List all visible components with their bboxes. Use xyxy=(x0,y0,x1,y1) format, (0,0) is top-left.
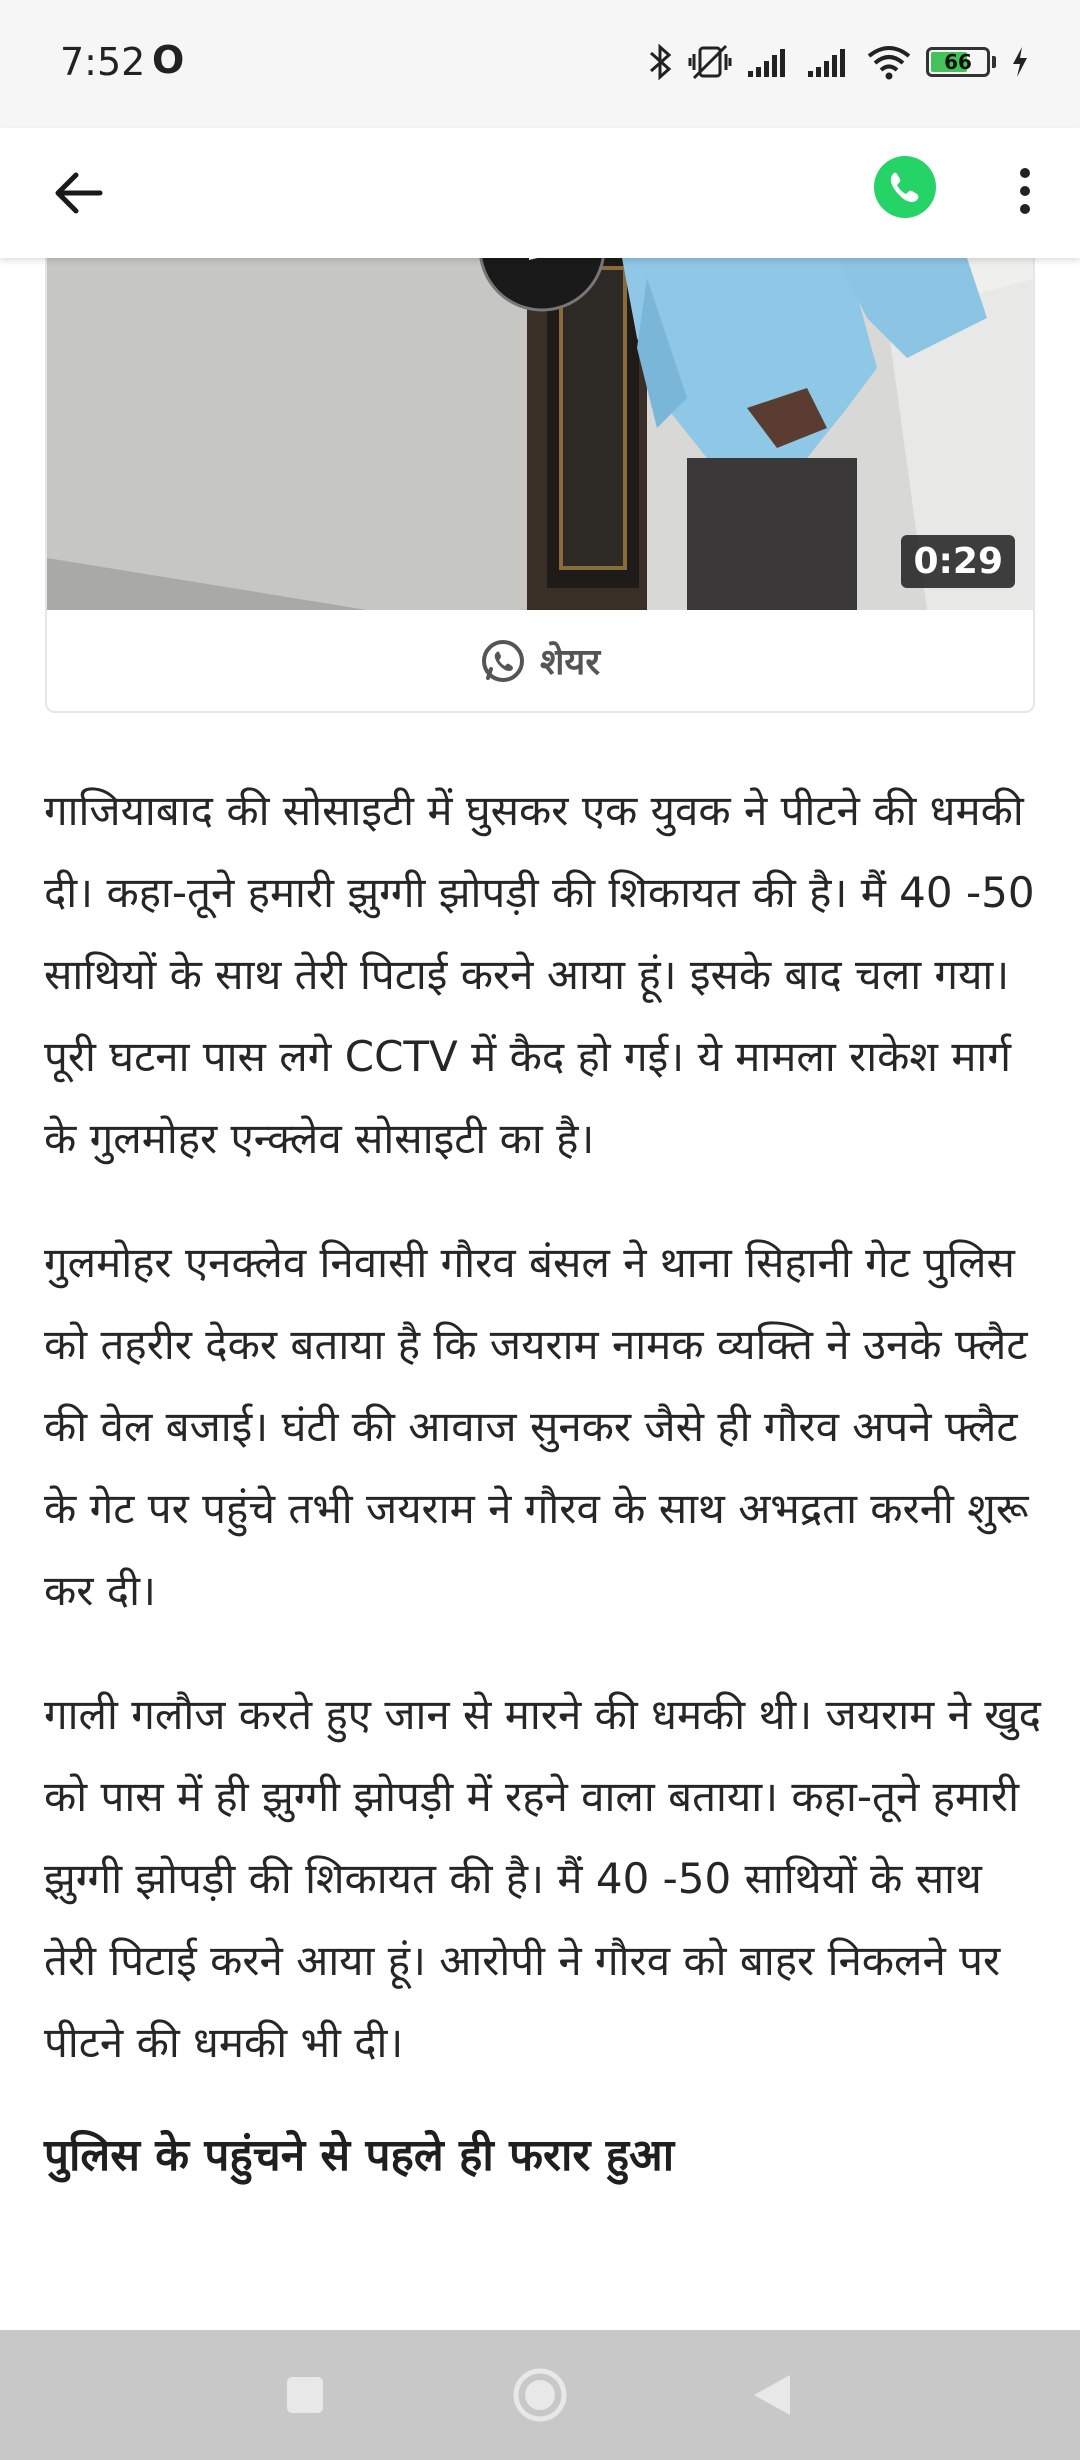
whatsapp-outline-icon xyxy=(480,638,526,684)
status-time: 7:52 xyxy=(60,40,146,84)
home-button[interactable] xyxy=(510,2365,570,2425)
whatsapp-share-button[interactable] xyxy=(872,154,938,220)
whatsapp-icon xyxy=(872,154,938,220)
share-label: शेयर xyxy=(539,642,601,683)
recents-button[interactable] xyxy=(275,2365,335,2425)
article-paragraph: गाली गलौज करते हुए जान से मारने की धमकी थी। जयराम ने खुद को पास में ही झुग्गी झोपड़ी में रहने वाला बताया। कहा-तूने हमारी झुग्गी झोपड़ी की शिकायत की है। मैं 40 -50 साथियों के साथ तेरी पिटाई करने आया हूं। आरोपी ने गौरव को बाहर निकलने पर पीटने की धमकी भी दी। xyxy=(44,1690,1041,2067)
battery-level: 66 xyxy=(944,50,972,74)
notification-glyph: O xyxy=(152,38,185,82)
status-icons xyxy=(648,42,1030,82)
article-body xyxy=(44,770,1044,2186)
cctv-scene-image xyxy=(47,258,1033,610)
home-circle-icon xyxy=(512,2367,568,2423)
app-bar xyxy=(0,128,1080,258)
recents-square-icon xyxy=(285,2375,325,2415)
share-button[interactable] xyxy=(47,610,1033,711)
battery-icon xyxy=(926,47,996,77)
video-card xyxy=(45,258,1035,713)
bluetooth-icon xyxy=(648,42,674,82)
back-triangle-icon xyxy=(752,2373,792,2417)
status-bar xyxy=(0,0,1080,128)
article-subheading: पुलिस के पहुंचने से पहले ही फरार हुआ xyxy=(44,2130,675,2181)
system-nav-bar xyxy=(0,2330,1080,2460)
back-nav-button[interactable] xyxy=(742,2365,802,2425)
charging-icon xyxy=(1010,45,1030,79)
video-duration: 0:29 xyxy=(901,535,1015,588)
back-button[interactable] xyxy=(46,160,112,226)
signal-icon xyxy=(806,45,852,79)
article-paragraph: गुलमोहर एनक्लेव निवासी गौरव बंसल ने थाना सिहानी गेट पुलिस को तहरीर देकर बताया है कि जयराम नामक व्यक्ति ने उनके फ्लैट की वेल बजाई। घंटी की आवाज सुनकर जैसे ही गौरव अपने फ्लैट के गेट पर पहुंचे तभी जयराम ने गौरव के साथ अभद्रता करनी शुरू कर दी। xyxy=(44,1238,1029,1615)
more-options-button[interactable] xyxy=(1000,156,1050,226)
arrow-left-icon xyxy=(54,171,104,215)
more-vertical-icon xyxy=(1018,166,1032,216)
signal-icon xyxy=(746,45,792,79)
article-paragraph: गाजियाबाद की सोसाइटी में घुसकर एक युवक ने पीटने की धमकी दी। कहा-तूने हमारी झुग्गी झोपड़ी की शिकायत की है। मैं 40 -50 साथियों के साथ तेरी पिटाई करने आया हूं। इसके बाद चला गया। पूरी घटना पास लगे CCTV में कैद हो गई। ये मामला राकेश मार्ग के गुलमोहर एन्क्लेव सोसाइटी का है। xyxy=(44,786,1035,1163)
vibrate-off-icon xyxy=(688,42,732,82)
video-thumbnail[interactable] xyxy=(47,258,1033,610)
wifi-icon xyxy=(866,44,912,80)
